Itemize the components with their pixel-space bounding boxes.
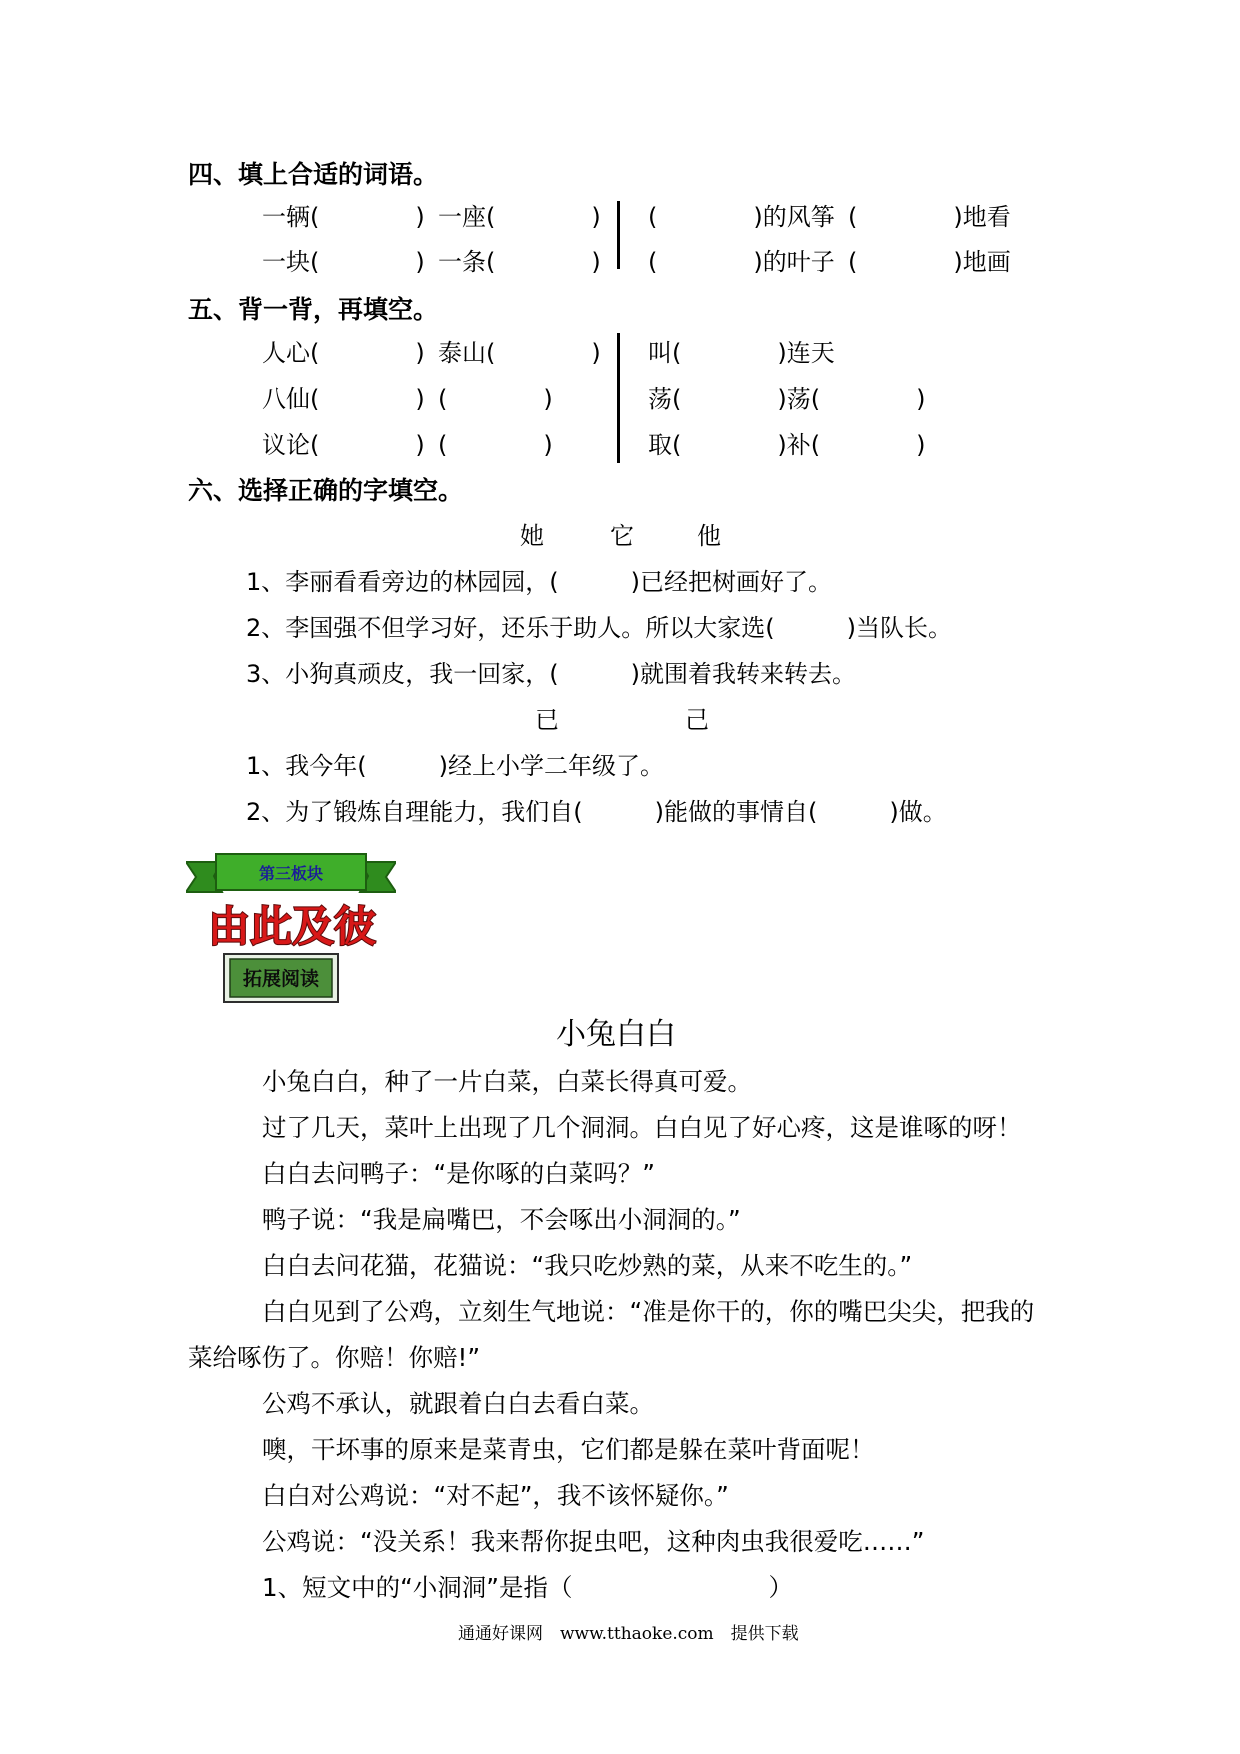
fill-item: 荡( )荡( )	[648, 385, 926, 413]
story-paragraph: 白白去问鸭子：“是你啄的白菜吗？”	[262, 1159, 655, 1188]
story-paragraph: 噢，干坏事的原来是菜青虫，它们都是躲在菜叶背面呢！	[262, 1435, 875, 1464]
fill-item: ( )地画	[848, 248, 1011, 276]
ribbon-label: 第三板块	[258, 864, 324, 883]
fill-item: ( )	[438, 431, 553, 459]
fill-item: ( )的叶子	[648, 248, 835, 276]
section5-heading: 五、背一背，再填空。	[188, 295, 439, 324]
question-item: 1、我今年( )经上小学二年级了。	[246, 752, 664, 780]
fill-item: 一座( )	[438, 203, 601, 231]
story-paragraph: 白白对公鸡说：“对不起”，我不该怀疑你。”	[262, 1481, 729, 1510]
fill-item: 泰山( )	[438, 339, 601, 367]
choice-char: 他	[697, 522, 721, 550]
section6-heading: 六、选择正确的字填空。	[188, 476, 464, 505]
banner-title	[184, 900, 400, 952]
choice-char: 已	[535, 706, 559, 734]
fill-item: 取( )补( )	[648, 431, 926, 459]
page-footer: 通通好课网 www.tthaoke.com 提供下载	[458, 1624, 799, 1644]
story-paragraph: 小兔白白，种了一片白菜，白菜长得真可爱。	[262, 1067, 752, 1096]
choice-char: 它	[610, 522, 634, 550]
question-item: 2、李国强不但学习好，还乐于助人。所以大家选( )当队长。	[246, 614, 952, 642]
question-item: 3、小狗真顽皮，我一回家，( )就围着我转来转去。	[246, 660, 856, 688]
fill-item: 一辆( )	[262, 203, 425, 231]
choice-char: 己	[685, 706, 709, 734]
fill-item: ( )的风筝	[648, 203, 835, 231]
fill-item: ( )地看	[848, 203, 1011, 231]
story-title: 小兔白白	[556, 1017, 676, 1052]
fill-item: 人心( )	[262, 339, 425, 367]
reading-box	[222, 952, 340, 1004]
story-paragraph: 白白去问花猫，花猫说：“我只吃炒熟的菜，从来不吃生的。”	[262, 1251, 913, 1280]
fill-item: 八仙( )	[262, 385, 425, 413]
story-paragraph: 鸭子说：“我是扁嘴巴，不会啄出小洞洞的。”	[262, 1205, 741, 1234]
story-paragraph: 菜给啄伤了。你赔！你赔!”	[188, 1343, 481, 1372]
fill-item: 议论( )	[262, 431, 425, 459]
reading-box-label: 拓展阅读	[242, 968, 320, 990]
fill-item: 一条( )	[438, 248, 601, 276]
section4-heading: 四、填上合适的词语。	[188, 160, 439, 189]
story-paragraph: 公鸡不承认，就跟着白白去看白菜。	[262, 1389, 654, 1418]
story-paragraph: 过了几天，菜叶上出现了几个洞洞。白白见了好心疼，这是谁啄的呀！	[262, 1113, 1022, 1142]
choice-char: 她	[520, 522, 544, 550]
fill-item: 叫( )连天	[648, 339, 835, 367]
question-item: 1、李丽看看旁边的林园园，( )已经把树画好了。	[246, 568, 832, 596]
banner-title-text: 由此及彼	[207, 902, 377, 951]
column-divider	[617, 333, 620, 463]
story-paragraph: 白白见到了公鸡，立刻生气地说：“准是你干的，你的嘴巴尖尖，把我的	[262, 1297, 1035, 1326]
question-item: 2、为了锻炼自理能力，我们自( )能做的事情自( )做。	[246, 798, 947, 826]
fill-item: ( )	[438, 385, 553, 413]
fill-item: 一块( )	[262, 248, 425, 276]
ribbon-banner	[186, 852, 396, 904]
story-question: 1、短文中的“小洞洞”是指（ ）	[262, 1573, 793, 1602]
column-divider	[617, 201, 620, 269]
story-paragraph: 公鸡说：“没关系！我来帮你捉虫吧，这种肉虫我很爱吃……”	[262, 1527, 925, 1556]
